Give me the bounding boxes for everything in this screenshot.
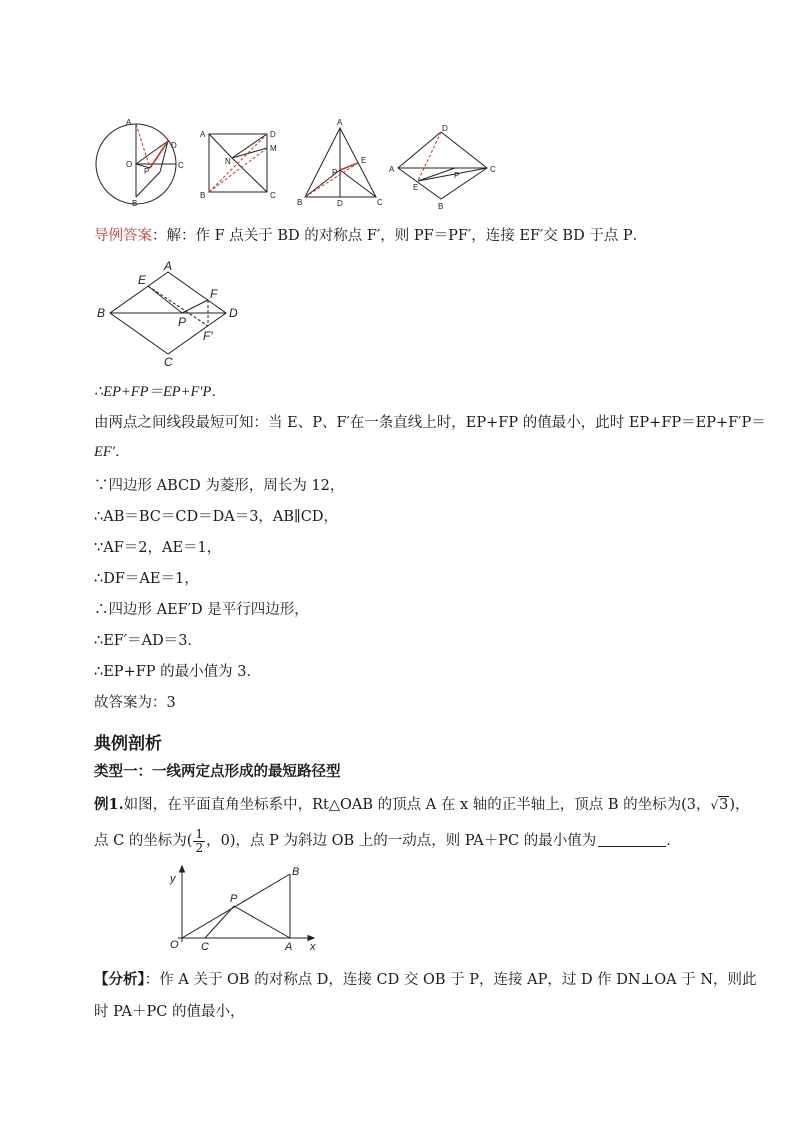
fig2-label-b: B [200,191,206,200]
fig1-label-b: B [132,199,138,208]
example1-part1: 如图，在平面直角坐标系中，Rt△OAB 的顶点 A 在 x 轴的正半轴上，顶点 B 的坐标为(3， [123,797,711,813]
rh-label-fprime: F′ [203,329,213,343]
rh-label-f: F [210,287,218,301]
coord-label-o: O [170,939,179,951]
fig4-label-e: E [413,183,419,192]
fig2-label-d: D [270,130,276,139]
rh-label-c: C [164,355,173,369]
frac-num: 1 [195,826,204,841]
answer-line5: ∵四边形 ABCD 为菱形，周长为 12， [94,478,345,494]
fig2-label-n: N [225,157,231,166]
answer-line1: ：解：作 F 点关于 BD 的对称点 F′，则 PF＝PF′，连接 EF′交 BD 于点 P． [152,228,648,244]
figure-square [209,134,267,192]
top-figures [0,0,794,220]
fig2-label-c: C [270,191,276,200]
example1-fraction [193,828,205,855]
fig4-label-p: P [454,171,460,180]
coord-label-x: x [310,941,316,953]
figure-rhombus-small [398,132,487,199]
example1-sqrt: 3 [719,797,729,813]
fig3-label-a: A [337,118,343,127]
analysis-text1: ：作 A 关于 OB 的对称点 D，连接 CD 交 OB 于 P，连接 AP，过 D 作 DN⊥OA 于 N，则此 [144,972,757,988]
coord-label-y: y [170,873,176,885]
fig4-label-a: A [389,165,395,174]
fig1-label-p: P [144,167,150,176]
fig1-label-a: A [126,118,132,127]
fig4-label-c: C [490,165,496,174]
answer-label: 导例答案 [94,228,152,244]
figure-circle [96,124,176,204]
example1-part3: 点 C 的坐标为( [94,833,193,849]
coord-label-p: P [230,893,238,905]
section-subtitle: 类型一：一线两定点形成的最短路径型 [94,764,341,780]
answer-line3: 由两点之间线段最短可知：当 E、P、F′在一条直线上时，EP+FP 的值最小，此时 EP+FP＝EP+F′P＝ [94,415,766,431]
answer-line8: ∴DF＝AE＝1， [94,571,199,587]
rh-label-b: B [97,306,106,320]
example1-line1: 例1.如图，在平面直角坐标系中，Rt△OAB 的顶点 A 在 x 轴的正半轴上，顶点 B 的坐标为(3，√3)， [94,796,750,813]
coord-label-a: A [285,941,293,953]
section-title: 典例剖析 [94,734,162,754]
answer-line4: EF′． [94,444,130,460]
answer-line7: ∵AF＝2，AE＝1， [94,540,222,556]
fig3-label-b: B [297,198,303,207]
figure-rhombus-answer [90,258,250,370]
answer-line10: ∴EF′＝AD＝3． [94,633,202,649]
coord-label-b: B [292,866,300,878]
answer-blank [598,832,666,847]
fig3-label-c: C [377,198,383,207]
fig1-label-d: D [171,141,177,150]
rh-label-d: D [229,306,238,320]
rh-label-a: A [164,259,173,273]
example1-label: 例1. [94,796,124,813]
analysis-label: 【分析】 [94,971,145,988]
fig4-label-d: D [442,124,448,133]
example1-part2: )， [729,797,750,813]
fig3-label-e: E [361,156,367,165]
answer-line12: 故答案为：3 [94,695,176,711]
rh-label-e: E [138,273,147,287]
answer-intro [94,226,647,246]
answer-line6: ∴AB＝BC＝CD＝DA＝3，AB∥CD， [94,509,338,525]
fig3-label-d: D [337,199,343,208]
frac-den: 2 [195,840,204,855]
answer-line9: ∴四边形 AEF′D 是平行四边形， [94,602,309,618]
analysis-line1 [94,970,757,990]
answer-line2: ∴EP+FP＝EP+F′P． [94,384,226,400]
fig1-label-o: O [126,160,133,169]
figure-coordinate [160,862,330,958]
fig2-label-a: A [200,130,206,139]
fig3-label-p: P [332,168,338,177]
example1-line2 [94,826,681,856]
example1-part4: ，0)，点 P 为斜边 OB 上的一动点，则 PA＋PC 的最小值为 [206,833,597,849]
fig4-label-b: B [438,202,444,211]
answer-line11: ∴EP+FP 的最小值为 3． [94,664,261,680]
fig2-label-m: M [270,144,277,153]
analysis-line2: 时 PA＋PC 的值最小， [94,1004,245,1020]
rh-label-p: P [178,315,187,329]
example1-part5: ． [666,833,681,849]
coord-label-c: C [201,941,209,953]
fig1-label-c: C [178,161,184,170]
